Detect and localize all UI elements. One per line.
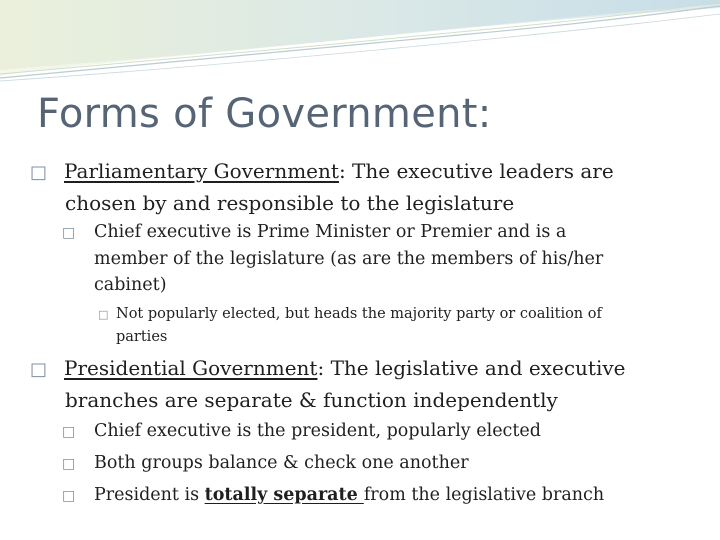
bullet-text: Chief executive is Prime Minister or Premier and is a: [94, 222, 567, 242]
bullet-text-cont: branches are separate & function independently: [65, 388, 558, 412]
bullet-text-cont: cabinet): [94, 275, 167, 295]
bullet-glyph: □: [62, 456, 76, 472]
bullet-text: : The legislative and executive: [317, 356, 626, 380]
bullet-glyph: □: [98, 308, 109, 321]
sub-bullet-president-separate: [62, 482, 652, 509]
bullet-text-cont: chosen by and responsible to the legislature: [65, 191, 515, 215]
bullet-glyph: □: [62, 424, 76, 440]
bullet-parliamentary: [30, 156, 650, 218]
bullet-text: President is: [94, 485, 205, 505]
bullet-text-cont: member of the legislature (as are the members of his/her: [94, 249, 604, 269]
bullet-text: Chief executive is the president, popularly elected: [94, 421, 541, 441]
bullet-text: Not popularly elected, but heads the majority party or coalition of: [116, 306, 602, 322]
sub-bullet-balance-check: [62, 450, 652, 477]
emphasis-totally-separate: totally separate: [204, 485, 364, 505]
term-parliamentary: Parliamentary Government: [64, 159, 339, 183]
sub-sub-bullet-not-elected: [98, 303, 668, 348]
slide-title: Forms of Government:: [37, 91, 492, 137]
bullet-glyph: □: [62, 225, 76, 241]
bullet-presidential: [30, 353, 650, 415]
bullet-text: from the legislative branch: [363, 485, 605, 505]
bullet-glyph: □: [62, 488, 76, 504]
bullet-glyph: □: [30, 162, 48, 183]
bullet-text: Both groups balance & check one another: [94, 453, 469, 473]
term-presidential: Presidential Government: [64, 356, 318, 380]
bullet-glyph: □: [30, 359, 48, 380]
sub-bullet-president-elected: [62, 418, 652, 445]
bullet-text-cont: parties: [116, 329, 168, 345]
bullet-text: : The executive leaders are: [338, 159, 614, 183]
sub-bullet-prime-minister: [62, 219, 652, 298]
